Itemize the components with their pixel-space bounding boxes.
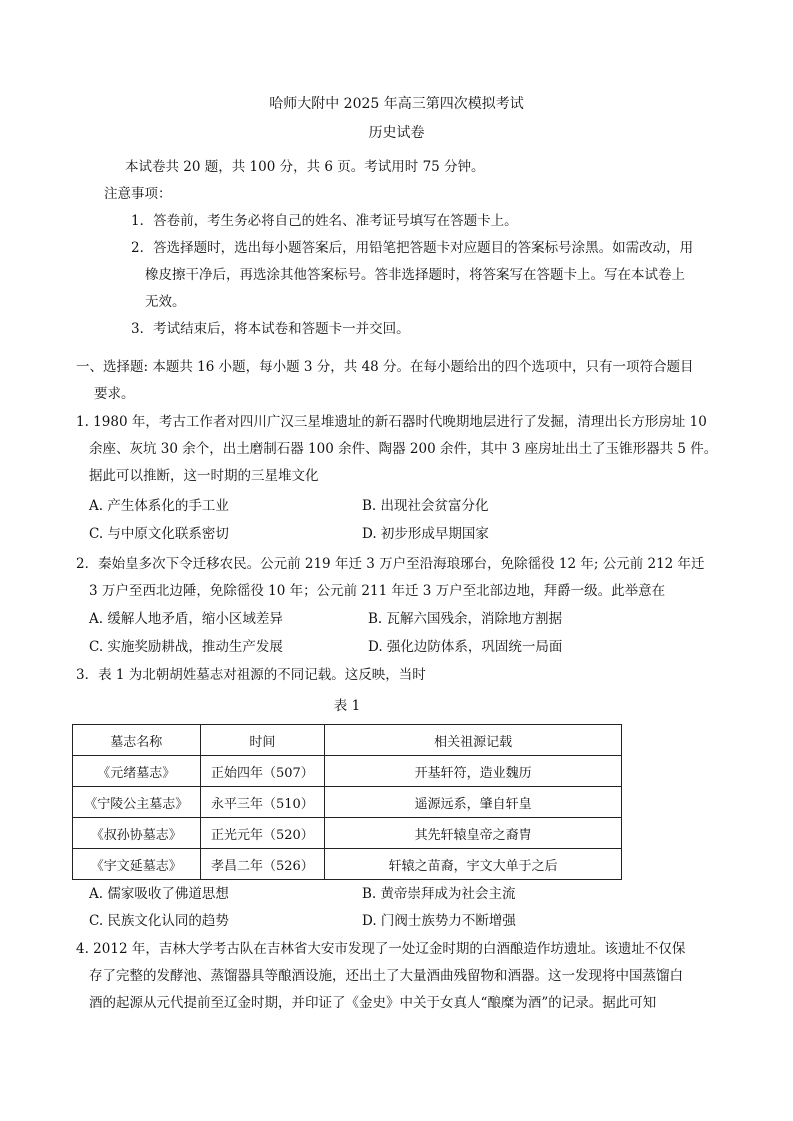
table-row [73, 818, 622, 849]
question-2-option-a: A. 缓解人地矛盾，缩小区域差异 [89, 611, 283, 627]
question-4-stem: 4. 2012 年，吉林大学考古队在吉林省大安市发现了一处辽金时期的白酒酿造作坊遗址。该遗址不仅保 [76, 941, 686, 957]
table-header-cell: 时间 [200, 725, 325, 756]
section-heading: 一、选择题: 本题共 16 小题，每小题 3 分，共 48 分。在每小题给出的四个选项中，只有一项符合题目 [76, 359, 694, 375]
table-cell: 正光元年（520） [200, 818, 325, 849]
question-3-option-a: A. 儒家吸收了佛道思想 [89, 886, 229, 902]
question-1-stem-line3: 据此可以推断，这一时期的三星堆文化 [89, 468, 319, 484]
table-cell: 开基轩符，造业魏历 [325, 756, 622, 787]
notice-item-1: 1．答卷前，考生务必将自己的姓名、准考证号填写在答题卡上。 [131, 213, 518, 229]
table-row [73, 849, 622, 880]
exam-summary: 本试卷共 20 题，共 100 分，共 6 页。考试用时 75 分钟。 [125, 159, 485, 175]
question-2-stem: 2．秦始皇多次下令迁移农民。公元前 219 年迁 3 万户至沿海琅琊台，免除徭役 12 年; 公元前 212 年迁 [76, 556, 705, 572]
exam-title: 哈师大附中 2025 年高三第四次模拟考试 [269, 96, 524, 112]
table-cell: 《宁陵公主墓志》 [73, 787, 201, 818]
table-cell: 永平三年（510） [200, 787, 325, 818]
notice-label: 注意事项： [104, 186, 172, 202]
table-row [73, 787, 622, 818]
table-header-cell: 墓志名称 [73, 725, 201, 756]
question-2-option-d: D. 强化边防体系，巩固统一局面 [368, 639, 563, 655]
epitaph-table [72, 724, 622, 880]
question-1-option-d: D. 初步形成早期国家 [362, 526, 489, 542]
question-4-stem-line3: 酒的起源从元代提前至辽金时期，并印证了《金史》中关于女真人“酿糜为酒”的记录。据此可知 [89, 995, 657, 1011]
table-header-cell: 相关祖源记载 [325, 725, 622, 756]
question-1-option-b: B. 出现社会贫富分化 [362, 498, 489, 514]
table-cell: 其先轩辕皇帝之裔胄 [325, 818, 622, 849]
table-header-row [73, 725, 622, 756]
section-heading-cont: 要求。 [94, 386, 135, 402]
table-cell: 遥源远系，肇自轩皇 [325, 787, 622, 818]
question-1-stem: 1. 1980 年，考古工作者对四川广汉三星堆遗址的新石器时代晚期地层进行了发掘，清理出长方形房址 10 [76, 414, 707, 430]
question-1-option-c: C. 与中原文化联系密切 [89, 526, 229, 542]
table-caption: 表 1 [333, 698, 361, 714]
notice-item-3: 3．考试结束后，将本试卷和答题卡一并交回。 [131, 321, 410, 337]
question-3-option-d: D. 门阀士族势力不断增强 [362, 913, 516, 929]
table-cell: 轩辕之苗裔，宇文大单于之后 [325, 849, 622, 880]
exam-subject: 历史试卷 [368, 125, 425, 141]
notice-item-2-end: 无效。 [145, 294, 186, 310]
question-3-option-b: B. 黄帝崇拜成为社会主流 [362, 886, 516, 902]
table-cell: 《叔孙协墓志》 [73, 818, 201, 849]
notice-item-2: 2．答选择题时，选出每小题答案后，用铅笔把答题卡对应题目的答案标号涂黑。如需改动，用 [131, 240, 694, 256]
question-4-stem-line2: 存了完整的发酵池、蒸馏器具等酿酒设施，还出土了大量酒曲残留物和酒器。这一发现将中国蒸馏白 [89, 968, 683, 984]
question-2-option-b: B. 瓦解六国残余，消除地方割据 [368, 611, 563, 627]
table-cell: 正始四年（507） [200, 756, 325, 787]
question-2-option-c: C. 实施奖励耕战，推动生产发展 [89, 639, 283, 655]
table-cell: 《元绪墓志》 [73, 756, 201, 787]
notice-item-2-cont: 橡皮擦干净后，再选涂其他答案标号。答非选择题时，将答案写在答题卡上。写在本试卷上 [145, 267, 685, 283]
question-3-stem: 3．表 1 为北朝胡姓墓志对祖源的不同记载。这反映，当时 [76, 667, 426, 683]
question-2-stem-line2: 3 万户至西北边陲，免除徭役 10 年；公元前 211 年迁 3 万户至北部边地，拜爵一级。此举意在 [89, 583, 666, 599]
question-1-option-a: A. 产生体系化的手工业 [89, 498, 229, 514]
table-row [73, 756, 622, 787]
question-1-stem-line2: 余座、灰坑 30 余个，出土磨制石器 100 余件、陶器 200 余件，其中 3 座房址出土了玉锥形器共 5 件。 [89, 441, 718, 457]
table-cell: 孝昌二年（526） [200, 849, 325, 880]
question-3-option-c: C. 民族文化认同的趋势 [89, 913, 229, 929]
table-cell: 《宇文延墓志》 [73, 849, 201, 880]
